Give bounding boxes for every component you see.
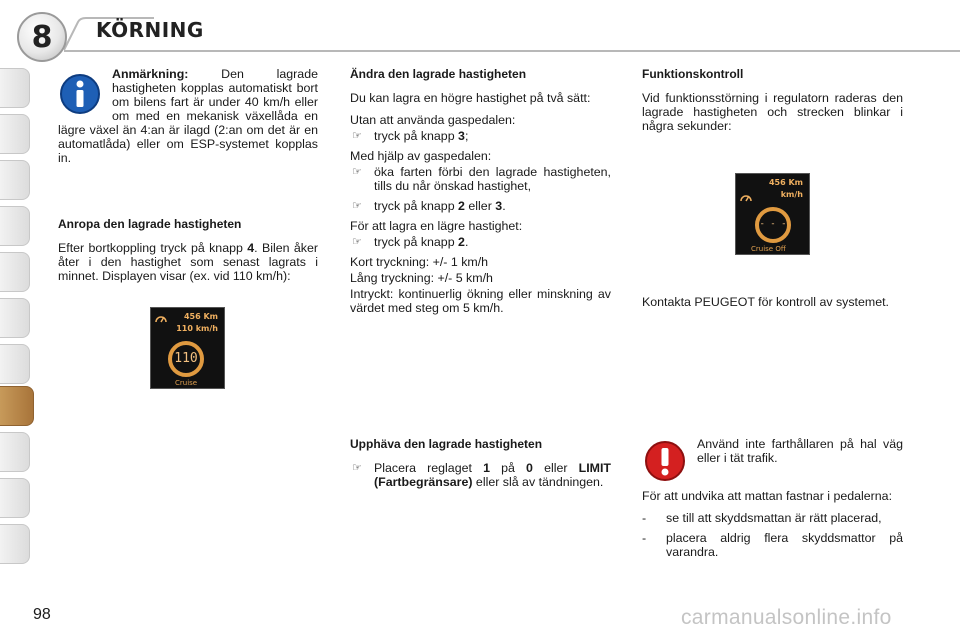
side-tab-5[interactable]	[0, 252, 30, 292]
lower-speed-label: För att lagra en lägre hastighet:	[350, 219, 523, 233]
display-speed: km/h	[780, 190, 803, 199]
note-text: Den lagrade hastigheten kopplas automatiskt bort om bilens fart är under 40 km/h eller om med en mekanisk växellåda en lägre växel än 4:an är ilagd (2:an om det är en automatlåda) eller om ESP-systemet kopplas in.	[58, 67, 318, 165]
held-press-text: Intryckt: kontinuerlig ökning eller minskning av värdet med steg om 5 km/h.	[350, 287, 611, 315]
pointer-icon: ☞	[352, 130, 362, 142]
change-heading: Ändra den lagrade hastigheten	[350, 67, 527, 81]
watermark: carmanualsonline.info	[681, 606, 892, 629]
pointer-icon: ☞	[352, 166, 362, 178]
speedometer-icon	[154, 312, 168, 324]
display-ring-value: - - -	[759, 219, 787, 229]
long-press-text: Lång tryckning: +/- 5 km/h	[350, 271, 493, 285]
side-tab-8-active[interactable]	[0, 386, 34, 426]
bullet-text: Placera reglaget 1 på 0 eller LIMIT (Fartbegränsare) eller slå av tändningen.	[374, 461, 612, 489]
side-tab-6[interactable]	[0, 298, 30, 338]
note-paragraph	[58, 67, 318, 165]
without-pedal-label: Utan att använda gaspedalen:	[350, 113, 516, 127]
side-tab-1[interactable]	[0, 68, 30, 108]
recall-text-a: Efter bortkoppling tryck på knapp	[58, 241, 243, 255]
contact-text: Kontakta PEUGEOT för kontroll av systemet.	[642, 295, 889, 309]
mat-item-text: se till att skyddsmattan är rätt placerad,	[666, 511, 882, 525]
side-tab-9[interactable]	[0, 432, 30, 472]
side-tab-10[interactable]	[0, 478, 30, 518]
cancel-heading: Upphäva den lagrade hastigheten	[350, 437, 543, 451]
mat-intro: För att undvika att mattan fastnar i pedalerna:	[642, 489, 893, 503]
side-tab-2[interactable]	[0, 114, 30, 154]
function-check-text: Vid funktionsstörning i regulatorn raderas den lagrade hastigheten och strecken blinkar i några sekunder:	[642, 91, 903, 133]
bullet-press-2	[350, 235, 611, 249]
spacer	[58, 173, 318, 217]
pointer-icon: ☞	[352, 200, 362, 212]
chapter-side-tabs	[0, 62, 36, 582]
pointer-icon: ☞	[352, 462, 362, 474]
contact-section	[642, 295, 903, 317]
bullet-cancel	[350, 461, 611, 489]
warning-section	[697, 437, 903, 473]
with-pedal-label: Med hjälp av gaspedalen:	[350, 149, 492, 163]
mat-item-text: placera aldrig flera skyddsmattor på varandra.	[666, 531, 903, 559]
column-left	[58, 67, 318, 291]
display-speed: 110 km/h	[176, 324, 218, 333]
side-tab-11[interactable]	[0, 524, 30, 564]
short-press-text: Kort tryckning: +/- 1 km/h	[350, 255, 489, 269]
chapter-number-badge: 8	[17, 12, 67, 62]
page-number: 98	[33, 606, 51, 623]
page-header	[0, 0, 960, 62]
side-tab-4[interactable]	[0, 206, 30, 246]
display-ring-value: 110	[174, 351, 198, 366]
cruise-display-off	[735, 173, 810, 255]
recall-heading: Anropa den lagrade hastigheten	[58, 217, 242, 231]
display-caption: Cruise	[175, 379, 198, 387]
speedometer-icon	[739, 191, 753, 203]
dash-marker: -	[642, 511, 647, 525]
dash-marker: -	[642, 531, 647, 545]
cruise-display-active	[150, 307, 225, 389]
column-middle	[350, 67, 611, 323]
display-odometer: 456 Km	[768, 178, 803, 187]
warning-icon	[644, 440, 686, 482]
mat-item	[642, 511, 903, 525]
bullet-text: tryck på knapp 2 eller 3.	[374, 199, 506, 213]
header-divider	[64, 50, 960, 52]
recall-key: 4	[247, 241, 255, 255]
function-check-heading: Funktionskontroll	[642, 67, 744, 81]
bullet-text: tryck på knapp 3;	[374, 129, 469, 143]
column-right	[642, 67, 903, 141]
change-intro: Du kan lagra en högre hastighet på två sätt:	[350, 91, 591, 105]
bullet-press-3	[350, 129, 611, 143]
pointer-icon: ☞	[352, 236, 362, 248]
mat-section	[642, 489, 903, 565]
recall-paragraph	[58, 241, 318, 283]
icon-spacer	[58, 67, 112, 119]
display-caption: Cruise Off	[751, 245, 786, 253]
bullet-press-2-or-3	[350, 199, 611, 213]
mat-item	[642, 531, 903, 559]
warning-text: Använd inte farthållaren på hal väg eller i tät trafik.	[697, 437, 903, 465]
cancel-section	[350, 437, 611, 495]
chapter-title: KÖRNING	[96, 18, 204, 42]
recall-text-b: . Bilen åker åter i den hastighet som senast lagrats i minnet. Displayen visar (ex. vid 110 km/h):	[58, 241, 319, 283]
bullet-text: öka farten förbi den lagrade hastigheten, tills du når önskad hastighet,	[374, 165, 611, 193]
side-tab-3[interactable]	[0, 160, 30, 200]
bullet-accelerate	[350, 165, 611, 193]
note-label: Anmärkning:	[112, 67, 189, 81]
side-tab-7[interactable]	[0, 344, 30, 384]
bullet-text: tryck på knapp 2.	[374, 235, 469, 249]
display-odometer: 456 Km	[183, 312, 218, 321]
